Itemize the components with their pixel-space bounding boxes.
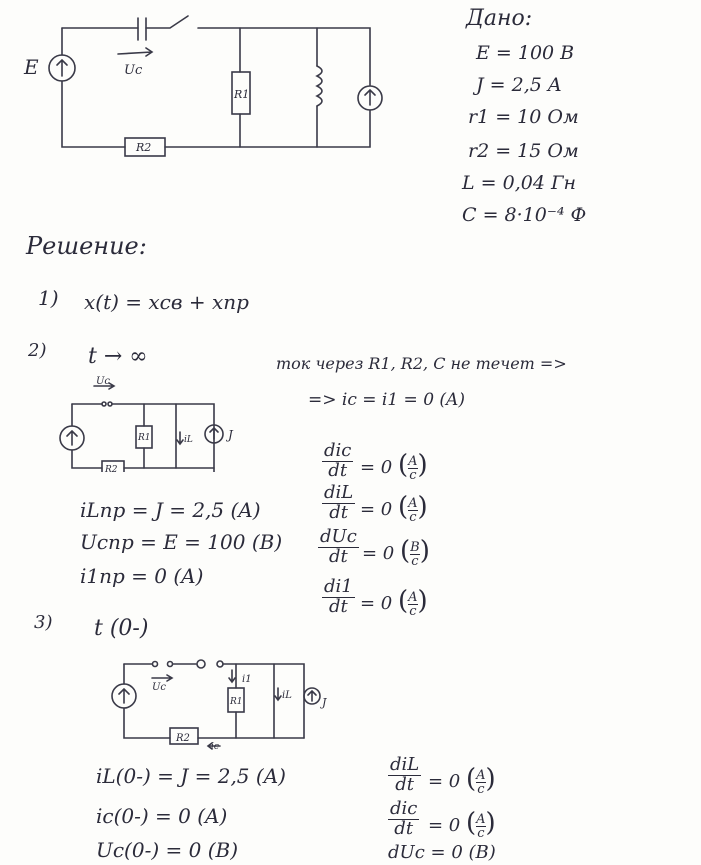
given-item: r2 = 15 Ом	[468, 140, 579, 162]
deriv-numerator: dUc	[320, 526, 357, 547]
step3-number: 3)	[34, 612, 53, 633]
circuit2-uc-label: Uc	[96, 376, 111, 387]
step2-result: i1пр = 0 (A)	[80, 564, 204, 588]
deriv-denominator: dt	[395, 773, 414, 795]
circuit2-il-label: iL	[184, 435, 193, 445]
circuit-diagram-t-zero-minus	[108, 650, 338, 750]
deriv-unit-den: c	[411, 553, 419, 569]
step3-result: ic(0-) = 0 (A)	[96, 804, 228, 828]
deriv-denominator: dt	[329, 501, 348, 523]
deriv-denominator: dt	[328, 595, 348, 617]
deriv-unit-den: c	[477, 781, 485, 797]
deriv-rhs: = 0	[360, 457, 393, 478]
circuit-diagram-main	[20, 10, 420, 180]
deriv-unit-num: A	[476, 767, 486, 783]
circuit3-i1-label: i1	[242, 674, 252, 685]
step2-result: iLпр = J = 2,5 (A)	[80, 498, 261, 522]
step3-title: t (0-)	[94, 616, 149, 641]
deriv-numerator: di1	[324, 576, 353, 597]
notebook-page: E Uc R1 R2 Дано: E = 100 B J = 2,5 A r1 = 10 Ом r2 = 15 Ом L = 0,04 Гн C = 8·10⁻⁴ Ф Решение: 1) x(t) = xсв + xпр 2) t → ∞ ток через R1, R2, C не течет => => ic = i1 = 0 (A) Uc R1 R2 iL J iLпр = J = 2,5 (A) Ucпр = E = 100 (B) i1пр = 0 (A) dic dt = 0 ( $\frac{A}{c}$ ) diL dt = 0 ( $\frac{A}{c}$ ) dUc dt = 0 ( $\frac{B}{c}$ ) $\frac{di1}{dt}$ = 0 ( $\frac{A}{c}$ ) 3) t (0-) Uc i1 R1 iL J R2 ic iL(0-) = J = 2,5 (A) ic(0-) = 0 (A) Uc(0-) = 0 (B) diL dt = 0 ( $\frac{A}{c}$ ) dic dt = 0 ( $\frac{A}{c}$ ) dUc = 0 (B)	[0, 0, 701, 865]
deriv-rhs: = 0	[430, 842, 463, 863]
deriv-unit-num: B	[475, 842, 489, 863]
step1-number: 1)	[38, 286, 59, 310]
circuit-diagram-t-infinity	[54, 372, 254, 472]
solution-title: Решение:	[26, 232, 147, 260]
circuit3-r2-label: R2	[176, 733, 190, 744]
step2-note-line1: ток через R1, R2, C не течет =>	[276, 354, 567, 373]
deriv-unit-num: A	[408, 453, 418, 469]
deriv-unit-den: c	[409, 603, 417, 619]
deriv-numerator: diL	[324, 482, 354, 503]
given-item: r1 = 10 Ом	[468, 106, 579, 128]
deriv-numerator: dic	[324, 440, 352, 461]
circuit2-j-label: J	[228, 428, 233, 442]
circuit1-e-label: E	[24, 55, 39, 79]
circuit3-ic-label: ic	[211, 742, 219, 750]
step3-result: iL(0-) = J = 2,5 (A)	[96, 764, 286, 788]
circuit1-r2-label: R2	[136, 141, 152, 154]
deriv-unit-num: A	[408, 589, 418, 605]
step2-title: t → ∞	[88, 344, 148, 369]
deriv-numerator: dic	[390, 798, 418, 819]
deriv-unit-num: B	[410, 539, 420, 555]
circuit1-r1-label: R1	[234, 88, 250, 101]
deriv-rhs: = 0	[428, 815, 461, 836]
deriv-rhs: = 0	[428, 771, 461, 792]
given-item: E = 100 B	[476, 42, 575, 64]
deriv-unit-den: c	[409, 467, 417, 483]
given-item: C = 8·10⁻⁴ Ф	[462, 204, 587, 226]
step2-number: 2)	[28, 340, 47, 361]
given-item: J = 2,5 A	[476, 74, 562, 96]
circuit3-j-label: J	[322, 696, 327, 709]
circuit3-il-label: iL	[282, 690, 292, 701]
deriv-rhs: = 0	[360, 499, 393, 520]
deriv-denominator: dt	[329, 545, 348, 567]
deriv-rhs: = 0	[362, 543, 395, 564]
deriv-rhs: = 0	[360, 593, 393, 614]
deriv-unit-den: c	[409, 509, 417, 525]
deriv-denominator: dt	[328, 459, 348, 481]
deriv-numerator: diL	[390, 754, 420, 775]
circuit1-uc-label: Uc	[124, 63, 143, 78]
circuit3-uc-label: Uc	[152, 682, 167, 693]
deriv-unit-num: A	[408, 495, 418, 511]
given-title: Дано:	[466, 6, 533, 31]
deriv-numerator: dUc	[388, 842, 425, 863]
given-item: L = 0,04 Гн	[462, 172, 577, 194]
circuit3-r1-label: R1	[230, 697, 243, 707]
step1-formula: x(t) = xсв + xпр	[84, 290, 249, 314]
deriv-unit-num: A	[476, 811, 486, 827]
step2-note-line2: => ic = i1 = 0 (A)	[308, 390, 465, 410]
circuit2-r1-label: R1	[138, 433, 151, 443]
deriv-denominator: dt	[394, 817, 414, 839]
deriv-unit-den: c	[477, 825, 485, 841]
circuit2-r2-label: R2	[105, 465, 118, 472]
step3-result: Uc(0-) = 0 (B)	[96, 838, 239, 862]
step2-result: Ucпр = E = 100 (B)	[80, 530, 283, 554]
